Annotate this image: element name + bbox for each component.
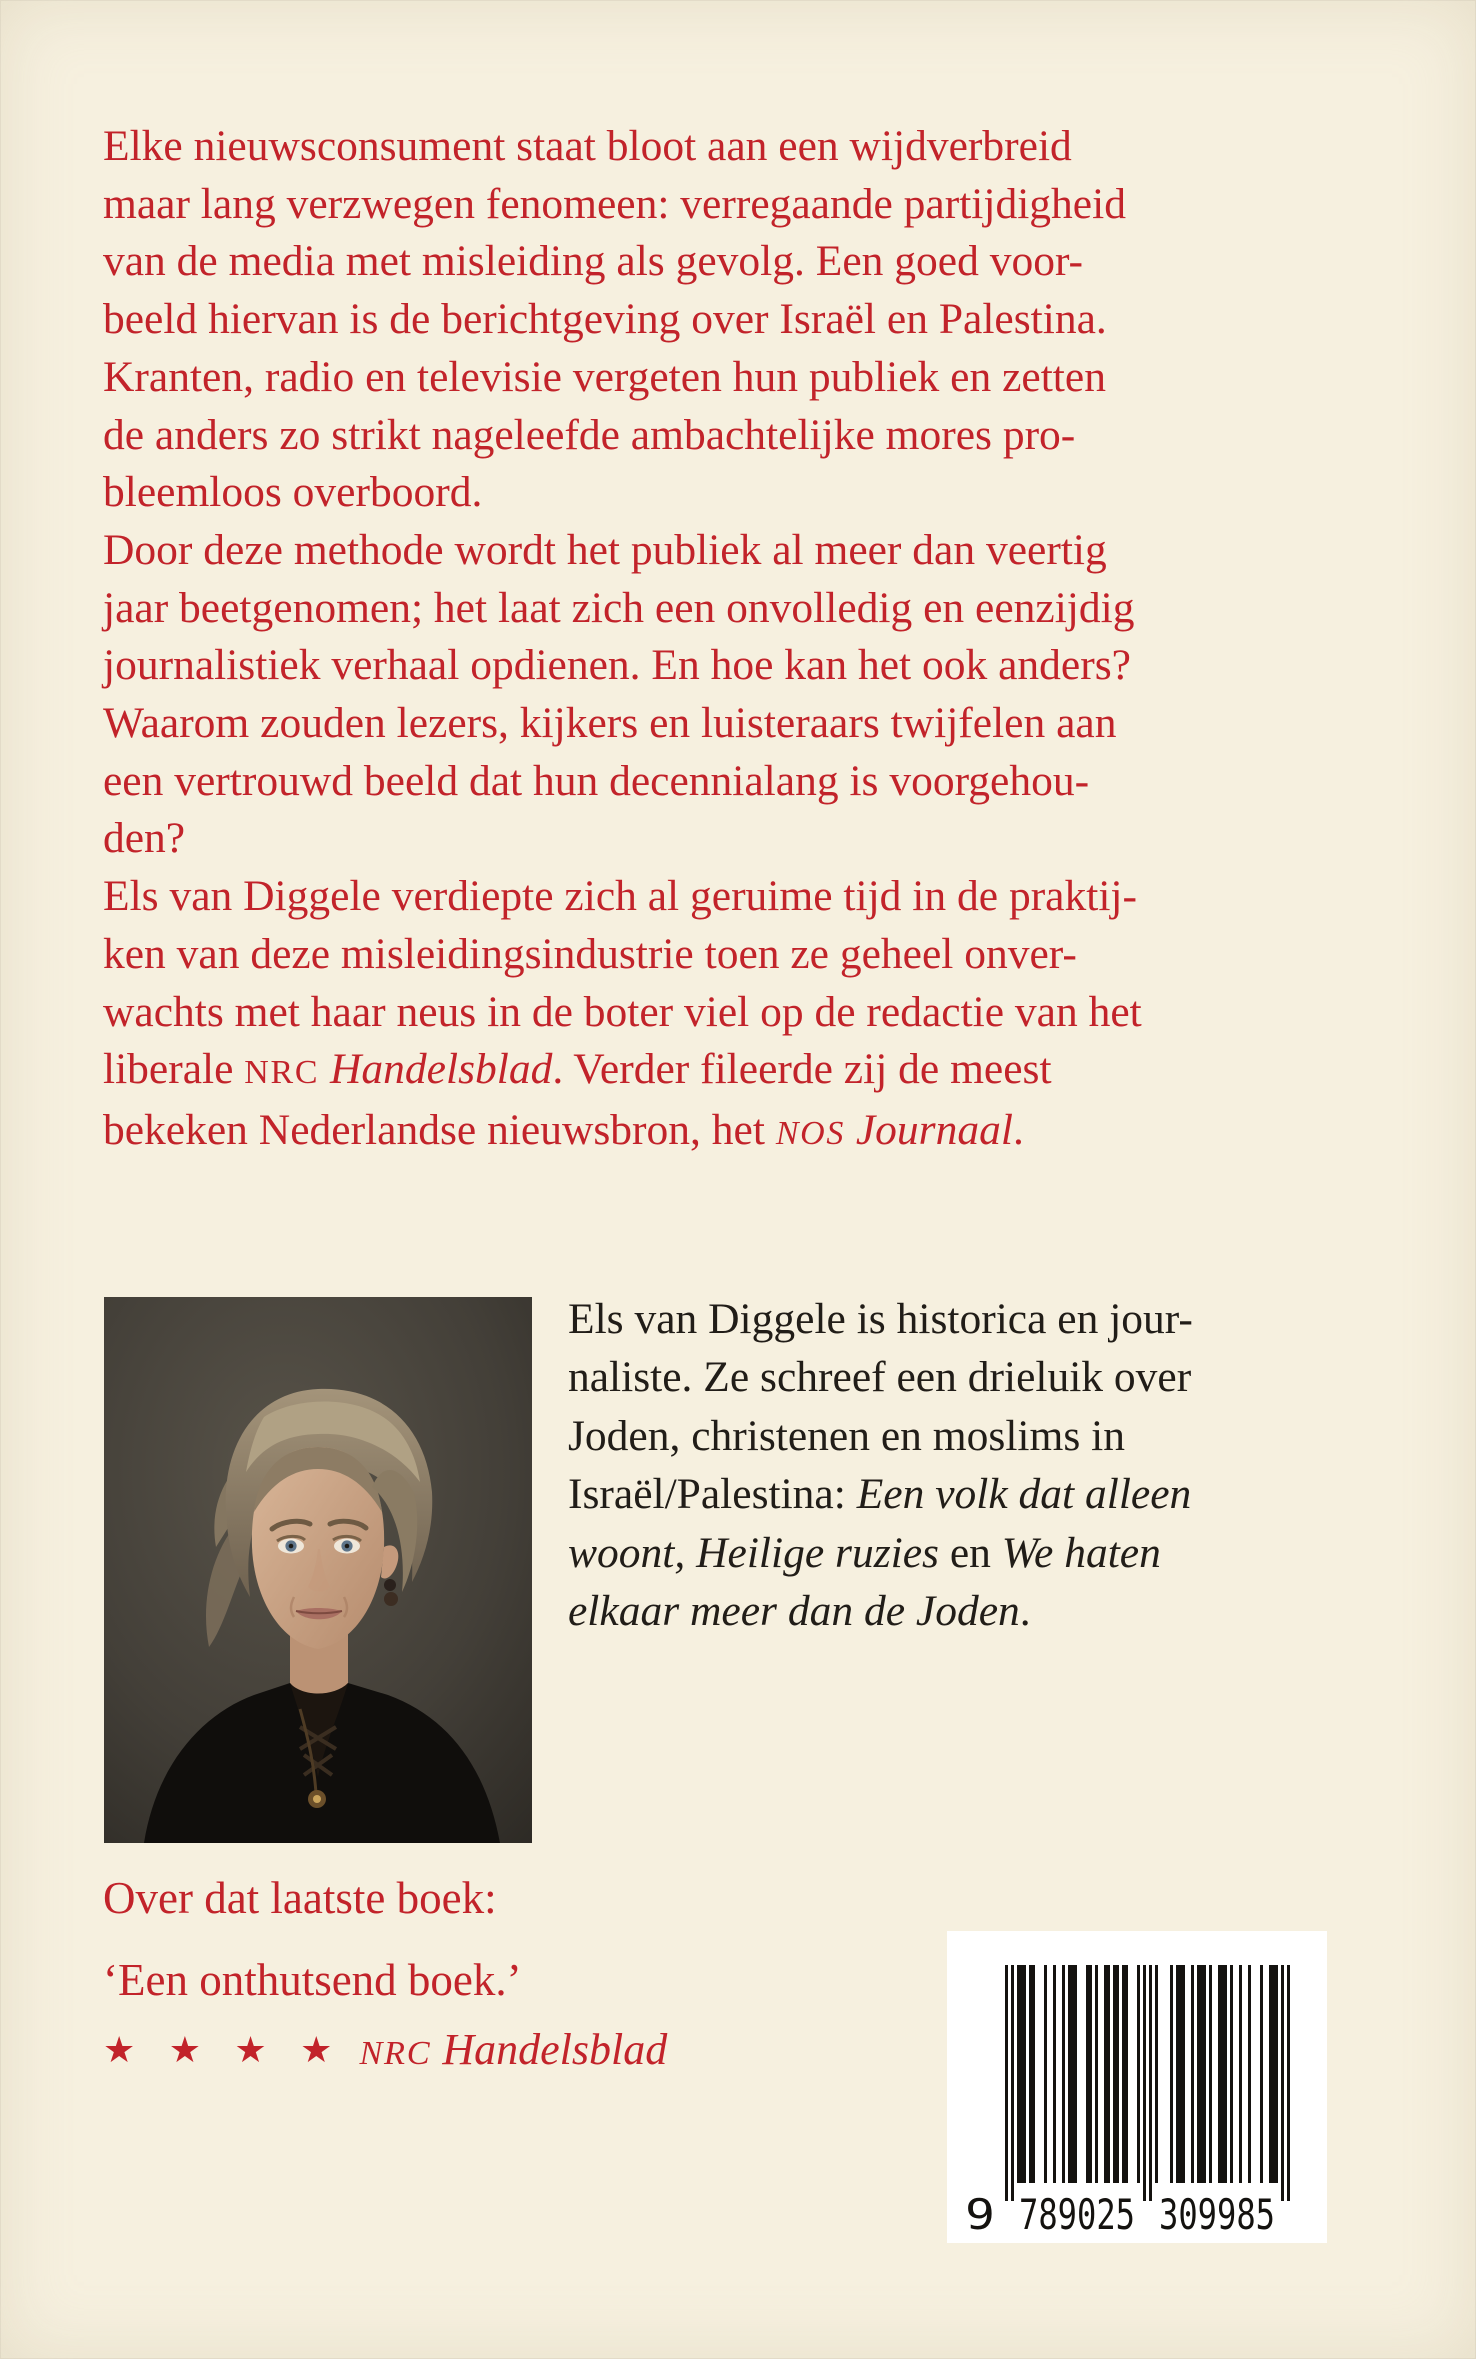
- text-line: maar lang verzwegen fenomeen: verregaande partijdigheid: [103, 179, 1126, 228]
- rating-stars-icon: ★ ★ ★ ★: [103, 2030, 344, 2071]
- review-source: NRC Handelsblad: [359, 2025, 668, 2074]
- text-line: Els van Diggele verdiepte zich al geruime tijd in de praktij-: [103, 872, 1137, 921]
- text-line: bleemloos overboord.: [103, 468, 483, 517]
- text-line: een vertrouwd beeld dat hun decennialang is voorgehou-: [103, 756, 1090, 805]
- text-line: de anders zo strikt nageleefde ambachtelijke mores pro-: [103, 410, 1076, 459]
- text-line: naliste. Ze schreef een drieluik over: [568, 1353, 1192, 1402]
- review-quote: ‘Een onthutsend boek.’: [103, 1955, 522, 2005]
- text-line: Els van Diggele is historica en jour-: [568, 1295, 1193, 1343]
- text-line: woont, Heilige ruzies en We haten: [568, 1528, 1161, 1577]
- text-line: van de media met misleiding als gevolg. Een goed voor-: [103, 237, 1084, 286]
- text-line: Kranten, radio en televisie vergeten hun publiek en zetten: [103, 352, 1106, 401]
- blurb: [103, 118, 1142, 1163]
- barcode: [947, 1931, 1327, 2243]
- isbn-digit-lead: 9: [965, 2190, 995, 2239]
- author-photo: [104, 1297, 532, 1843]
- text-line: Joden, christenen en moslims in: [568, 1411, 1125, 1460]
- text-line: jaar beetgenomen; het laat zich een onvolledig en eenzijdig: [103, 583, 1135, 632]
- review-heading: Over dat laatste boek:: [103, 1873, 497, 1923]
- text-line: Waarom zouden lezers, kijkers en luisteraars twijfelen aan: [103, 699, 1117, 748]
- review-rating: [103, 2024, 667, 2075]
- text-line: journalistiek verhaal opdienen. En hoe kan het ook anders?: [103, 641, 1131, 690]
- text-line: Door deze methode wordt het publiek al meer dan veertig: [103, 525, 1107, 574]
- text-line: elkaar meer dan de Joden.: [568, 1587, 1031, 1636]
- text-line: ken van deze misleidingsindustrie toen ze geheel onver-: [103, 929, 1077, 978]
- text-line: wachts met haar neus in de boter viel op de redactie van het: [103, 987, 1142, 1036]
- text-line: bekeken Nederlandse nieuwsbron, het NOS Journaal.: [103, 1105, 1024, 1154]
- text-line: den?: [103, 814, 186, 863]
- isbn-digits-right: 309985: [1159, 2190, 1275, 2239]
- text-line: Israël/Palestina: Een volk dat alleen: [568, 1470, 1192, 1519]
- author-photo-image: [104, 1297, 532, 1843]
- author-bio: [568, 1290, 1193, 1640]
- isbn-digits-left: 789025: [1019, 2190, 1135, 2239]
- barcode-svg: [947, 1931, 1327, 2243]
- text-line: beeld hiervan is de berichtgeving over Israël en Palestina.: [103, 295, 1107, 344]
- barcode-bars: [1005, 1965, 1290, 2201]
- text-line: liberale NRC Handelsblad. Verder fileerde zij de meest: [103, 1045, 1052, 1094]
- text-line: Elke nieuwsconsument staat bloot aan een wijdverbreid: [103, 122, 1072, 170]
